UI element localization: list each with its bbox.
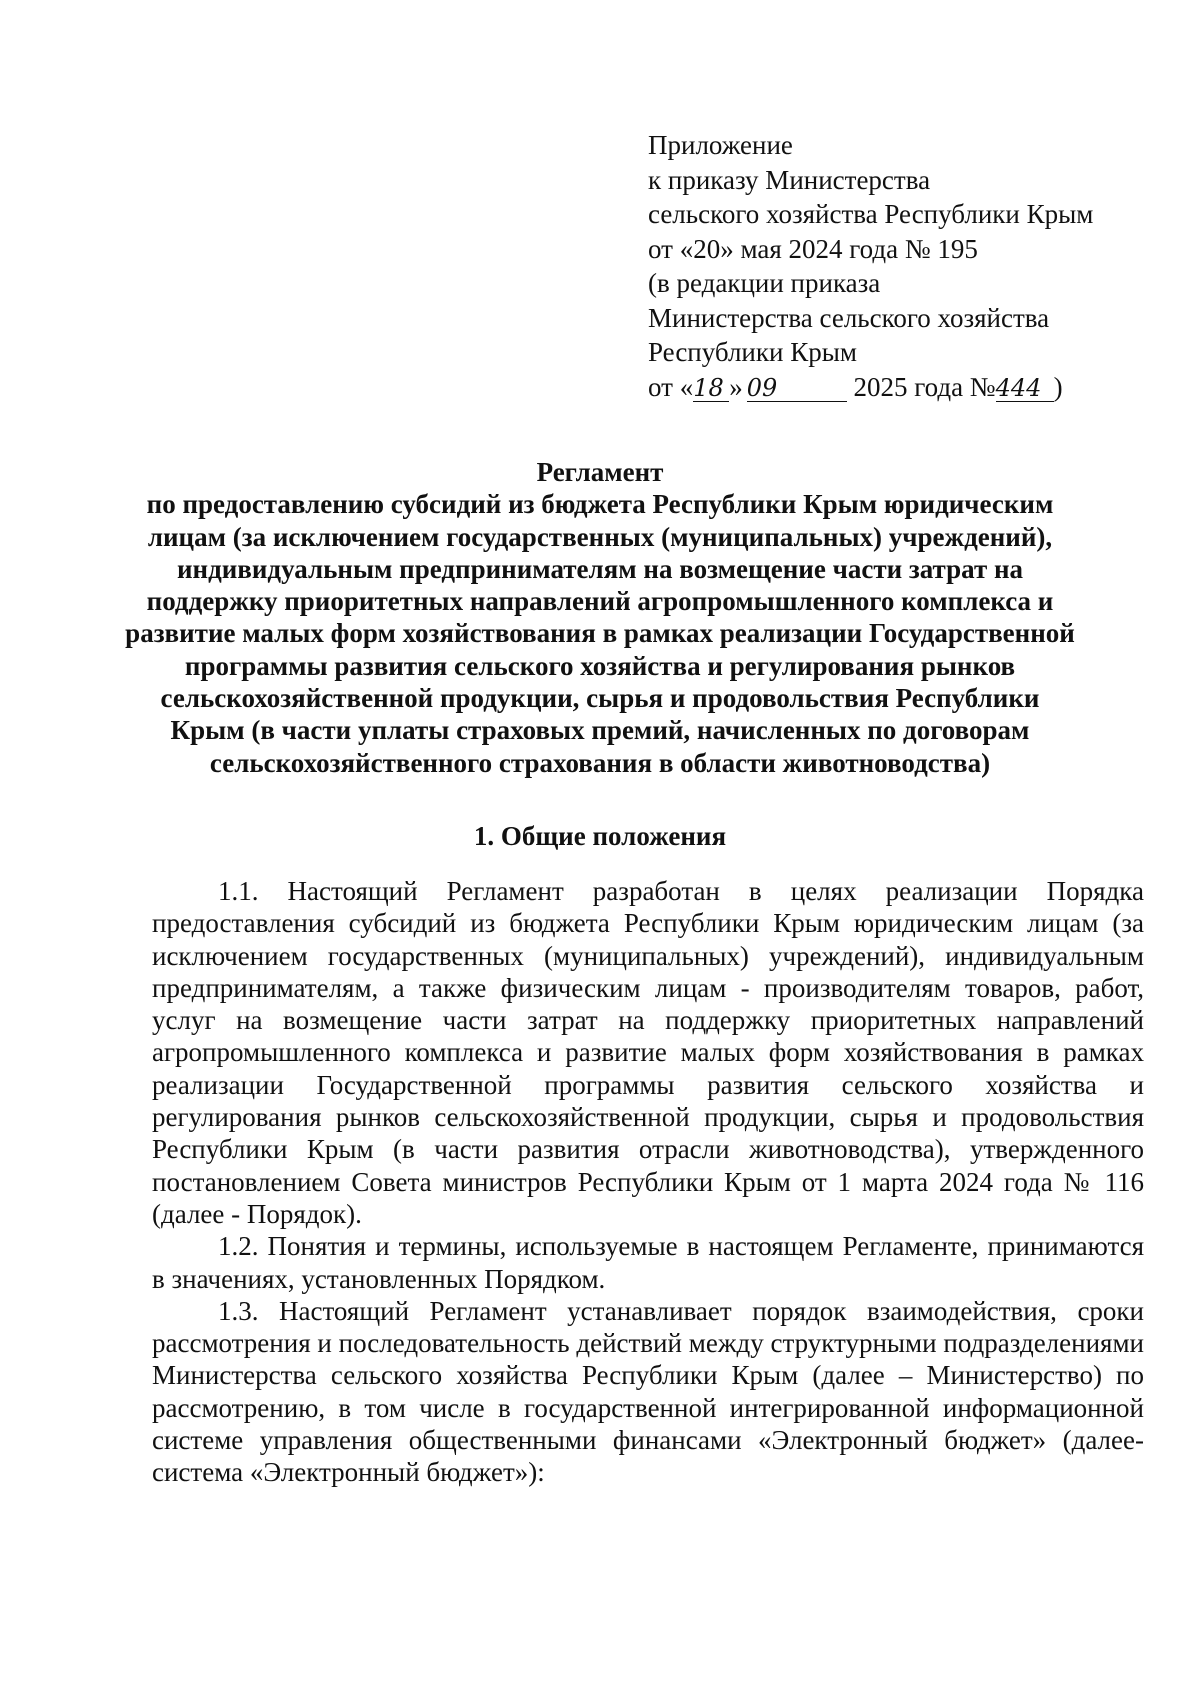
appendix-line: сельского хозяйства Республики Крым	[648, 199, 1094, 229]
handwritten-number: 444	[995, 373, 1042, 402]
title-line: по предоставлению субсидий из бюджета Республики Крым юридическим	[146, 489, 1054, 520]
handwritten-month-field	[747, 374, 847, 402]
title-line: поддержку приоритетных направлений агропромышленного комплекса и	[146, 586, 1054, 617]
section-body	[152, 875, 1144, 1489]
appendix-line: Республики Крым	[648, 337, 857, 367]
handwritten-month: 09	[746, 373, 778, 402]
title-heading: Регламент	[536, 457, 664, 487]
date-prefix: от «	[648, 371, 694, 402]
title-line: Крым (в части уплаты страховых премий, начисленных по договорам	[170, 715, 1030, 746]
title-line: сельскохозяйственной продукции, сырья и продовольствия Республики	[160, 683, 1040, 714]
paragraph-1-3: 1.3. Настоящий Регламент устанавливает порядок взаимодействия, сроки рассмотрения и последовательность действий между структурными подразделениями Министерства сельского хозяйства Республики Крым (далее – Министерство) по рассмотрению, в том числе в государственной интегрированной информационной системе управления общественными финансами «Электронный бюджет» (далее- система «Электронный бюджет»):	[152, 1295, 1144, 1488]
handwritten-day-field	[693, 374, 729, 402]
section-heading: 1. Общие положения	[473, 821, 727, 851]
title-line: лицам (за исключением государственных (муниципальных) учреждений),	[147, 521, 1053, 552]
handwritten-number-field	[996, 374, 1054, 402]
appendix-line: Министерства сельского хозяйства	[648, 302, 1050, 333]
title-line: сельскохозяйственного страхования в области животноводства)	[209, 747, 991, 778]
amendment-date-line	[648, 370, 1118, 405]
appendix-line: от «20» мая 2024 года № 195	[648, 233, 978, 264]
title-line: развитие малых форм хозяйствования в рамках реализации Государственной	[125, 618, 1075, 649]
appendix-header	[648, 128, 1118, 404]
date-paren-close: )	[1053, 371, 1063, 402]
appendix-line: Приложение	[648, 130, 793, 160]
title-line: индивидуальным предпринимателям на возмещение части затрат на	[176, 553, 1024, 584]
date-year-text: 2025 года №	[853, 371, 996, 402]
title-line: программы развития сельского хозяйства и регулирования рынков	[184, 650, 1016, 681]
paragraph-1-1: 1.1. Настоящий Регламент разработан в целях реализации Порядка предоставления субсидий из бюджета Республики Крым юридическим лицам (за исключением государственных (муниципальных) учреждений), индивидуальным предпринимателям, а также физическим лицам - производителям товаров, работ, услуг на возмещение части затрат на поддержку приоритетных направлений агропромышленного комплекса и развитие малых форм хозяйствования в рамках реализации Государственной программы развития сельского хозяйства и регулирования рынков сельскохозяйственной продукции, сырья и продовольствия Республики Крым (в части развития отрасли животноводства), утвержденного постановлением Совета министров Республики Крым от 1 марта 2024 года № 116 (далее - Порядок).	[152, 876, 1144, 1229]
paragraph-1-2: 1.2. Понятия и термины, используемые в настоящем Регламенте, принимаются в значениях, установленных Порядком.	[152, 1231, 1144, 1294]
appendix-line: (в редакции приказа	[648, 268, 881, 298]
date-quote-close: »	[729, 371, 743, 402]
handwritten-day: 18	[693, 373, 724, 402]
document-title	[100, 456, 1100, 779]
appendix-line: к приказу Министерства	[648, 164, 931, 195]
